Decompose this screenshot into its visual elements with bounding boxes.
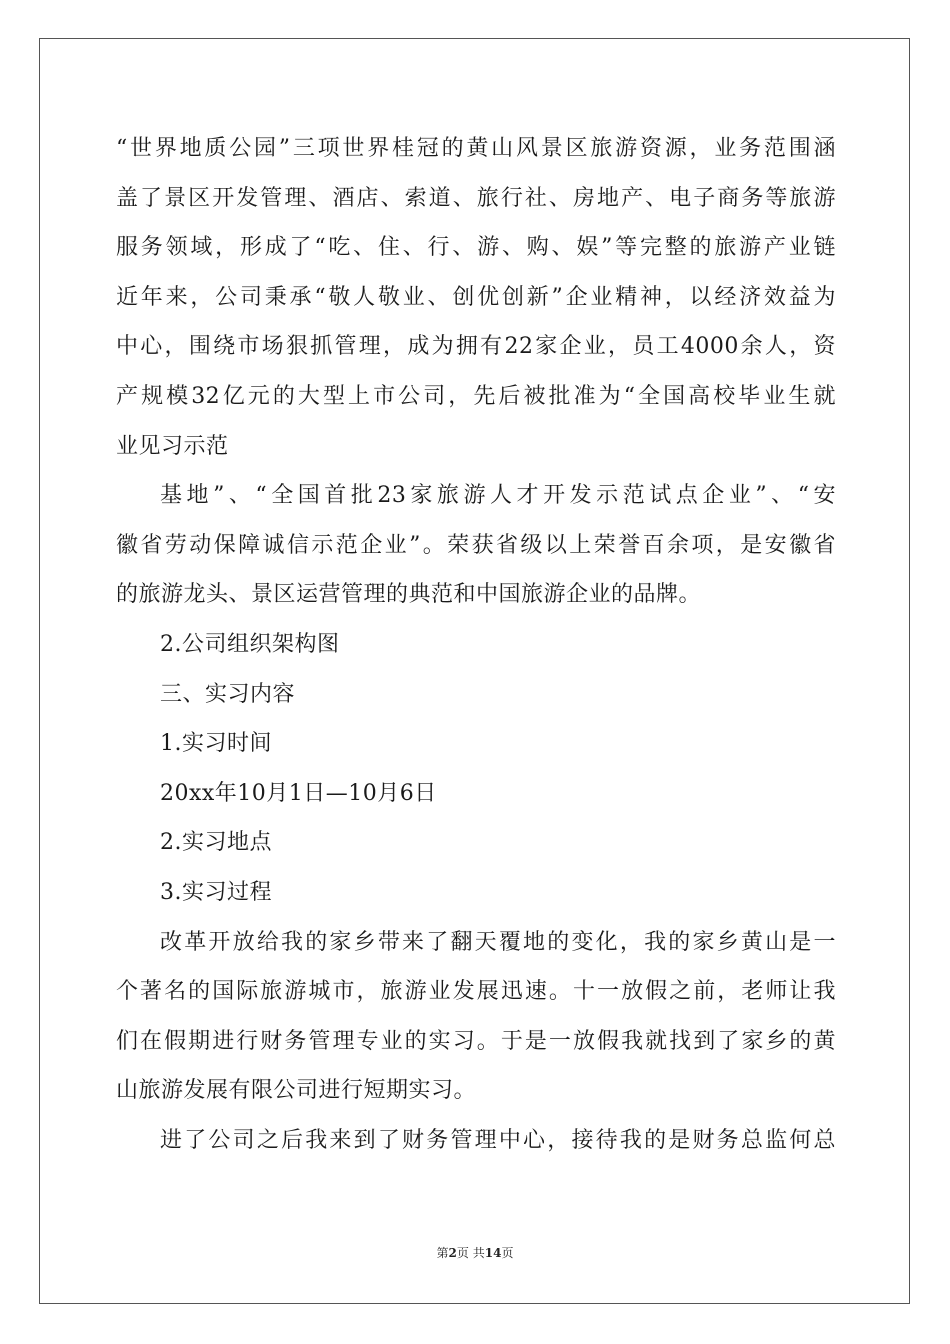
text-line: 1.实习时间 [160, 731, 272, 757]
text-line: 个著名的国际旅游城市，旅游业发展迅速。十一放假之前，老师让我 [116, 979, 836, 1005]
text-line: 中心，围绕市场狠抓管理，成为拥有22家企业，员工4000余人，资 [116, 334, 836, 360]
page-footer [0, 1244, 950, 1261]
text-line: 2.实习地点 [160, 830, 272, 856]
footer-page-number: 2 [448, 1246, 457, 1260]
footer-suffix: 页 [501, 1246, 514, 1260]
text-line: 盖了景区开发管理、酒店、索道、旅行社、房地产、电子商务等旅游 [116, 185, 836, 211]
text-line: 徽省劳动保障诚信示范企业”。荣获省级以上荣誉百余项，是安徽省 [116, 532, 836, 558]
text-line: 20xx年10月1日—10月6日 [160, 780, 437, 806]
text-line: 2.公司组织架构图 [160, 631, 340, 657]
document-body [116, 124, 836, 1165]
text-line: 服务领域，形成了“吃、住、行、游、购、娱”等完整的旅游产业链 [116, 235, 836, 261]
text-line: 的旅游龙头、景区运营管理的典范和中国旅游企业的品牌。 [116, 582, 702, 608]
text-line: 改革开放给我的家乡带来了翻天覆地的变化，我的家乡黄山是一 [160, 929, 836, 955]
text-line: 们在假期进行财务管理专业的实习。于是一放假我就找到了家乡的黄 [116, 1028, 836, 1054]
text-line: 进了公司之后我来到了财务管理中心，接待我的是财务总监何总 [160, 1127, 836, 1153]
text-line: 山旅游发展有限公司进行短期实习。 [116, 1078, 477, 1104]
text-line: 3.实习过程 [160, 879, 272, 905]
text-line: 业见习示范 [116, 433, 229, 459]
footer-prefix: 第 [436, 1246, 449, 1260]
text-line: “世界地质公园”三项世界桂冠的黄山风景区旅游资源，业务范围涵 [116, 136, 836, 161]
text-line: 近年来，公司秉承“敬人敬业、创优创新”企业精神，以经济效益为 [116, 284, 836, 310]
text-line: 基地”、“全国首批23家旅游人才开发示范试点企业”、“安 [160, 483, 836, 509]
text-line: 三、实习内容 [160, 681, 296, 707]
footer-middle: 页 共 [456, 1246, 485, 1260]
footer-total-pages: 14 [484, 1246, 502, 1260]
text-line: 产规模32亿元的大型上市公司，先后被批准为“全国高校毕业生就 [116, 383, 836, 409]
